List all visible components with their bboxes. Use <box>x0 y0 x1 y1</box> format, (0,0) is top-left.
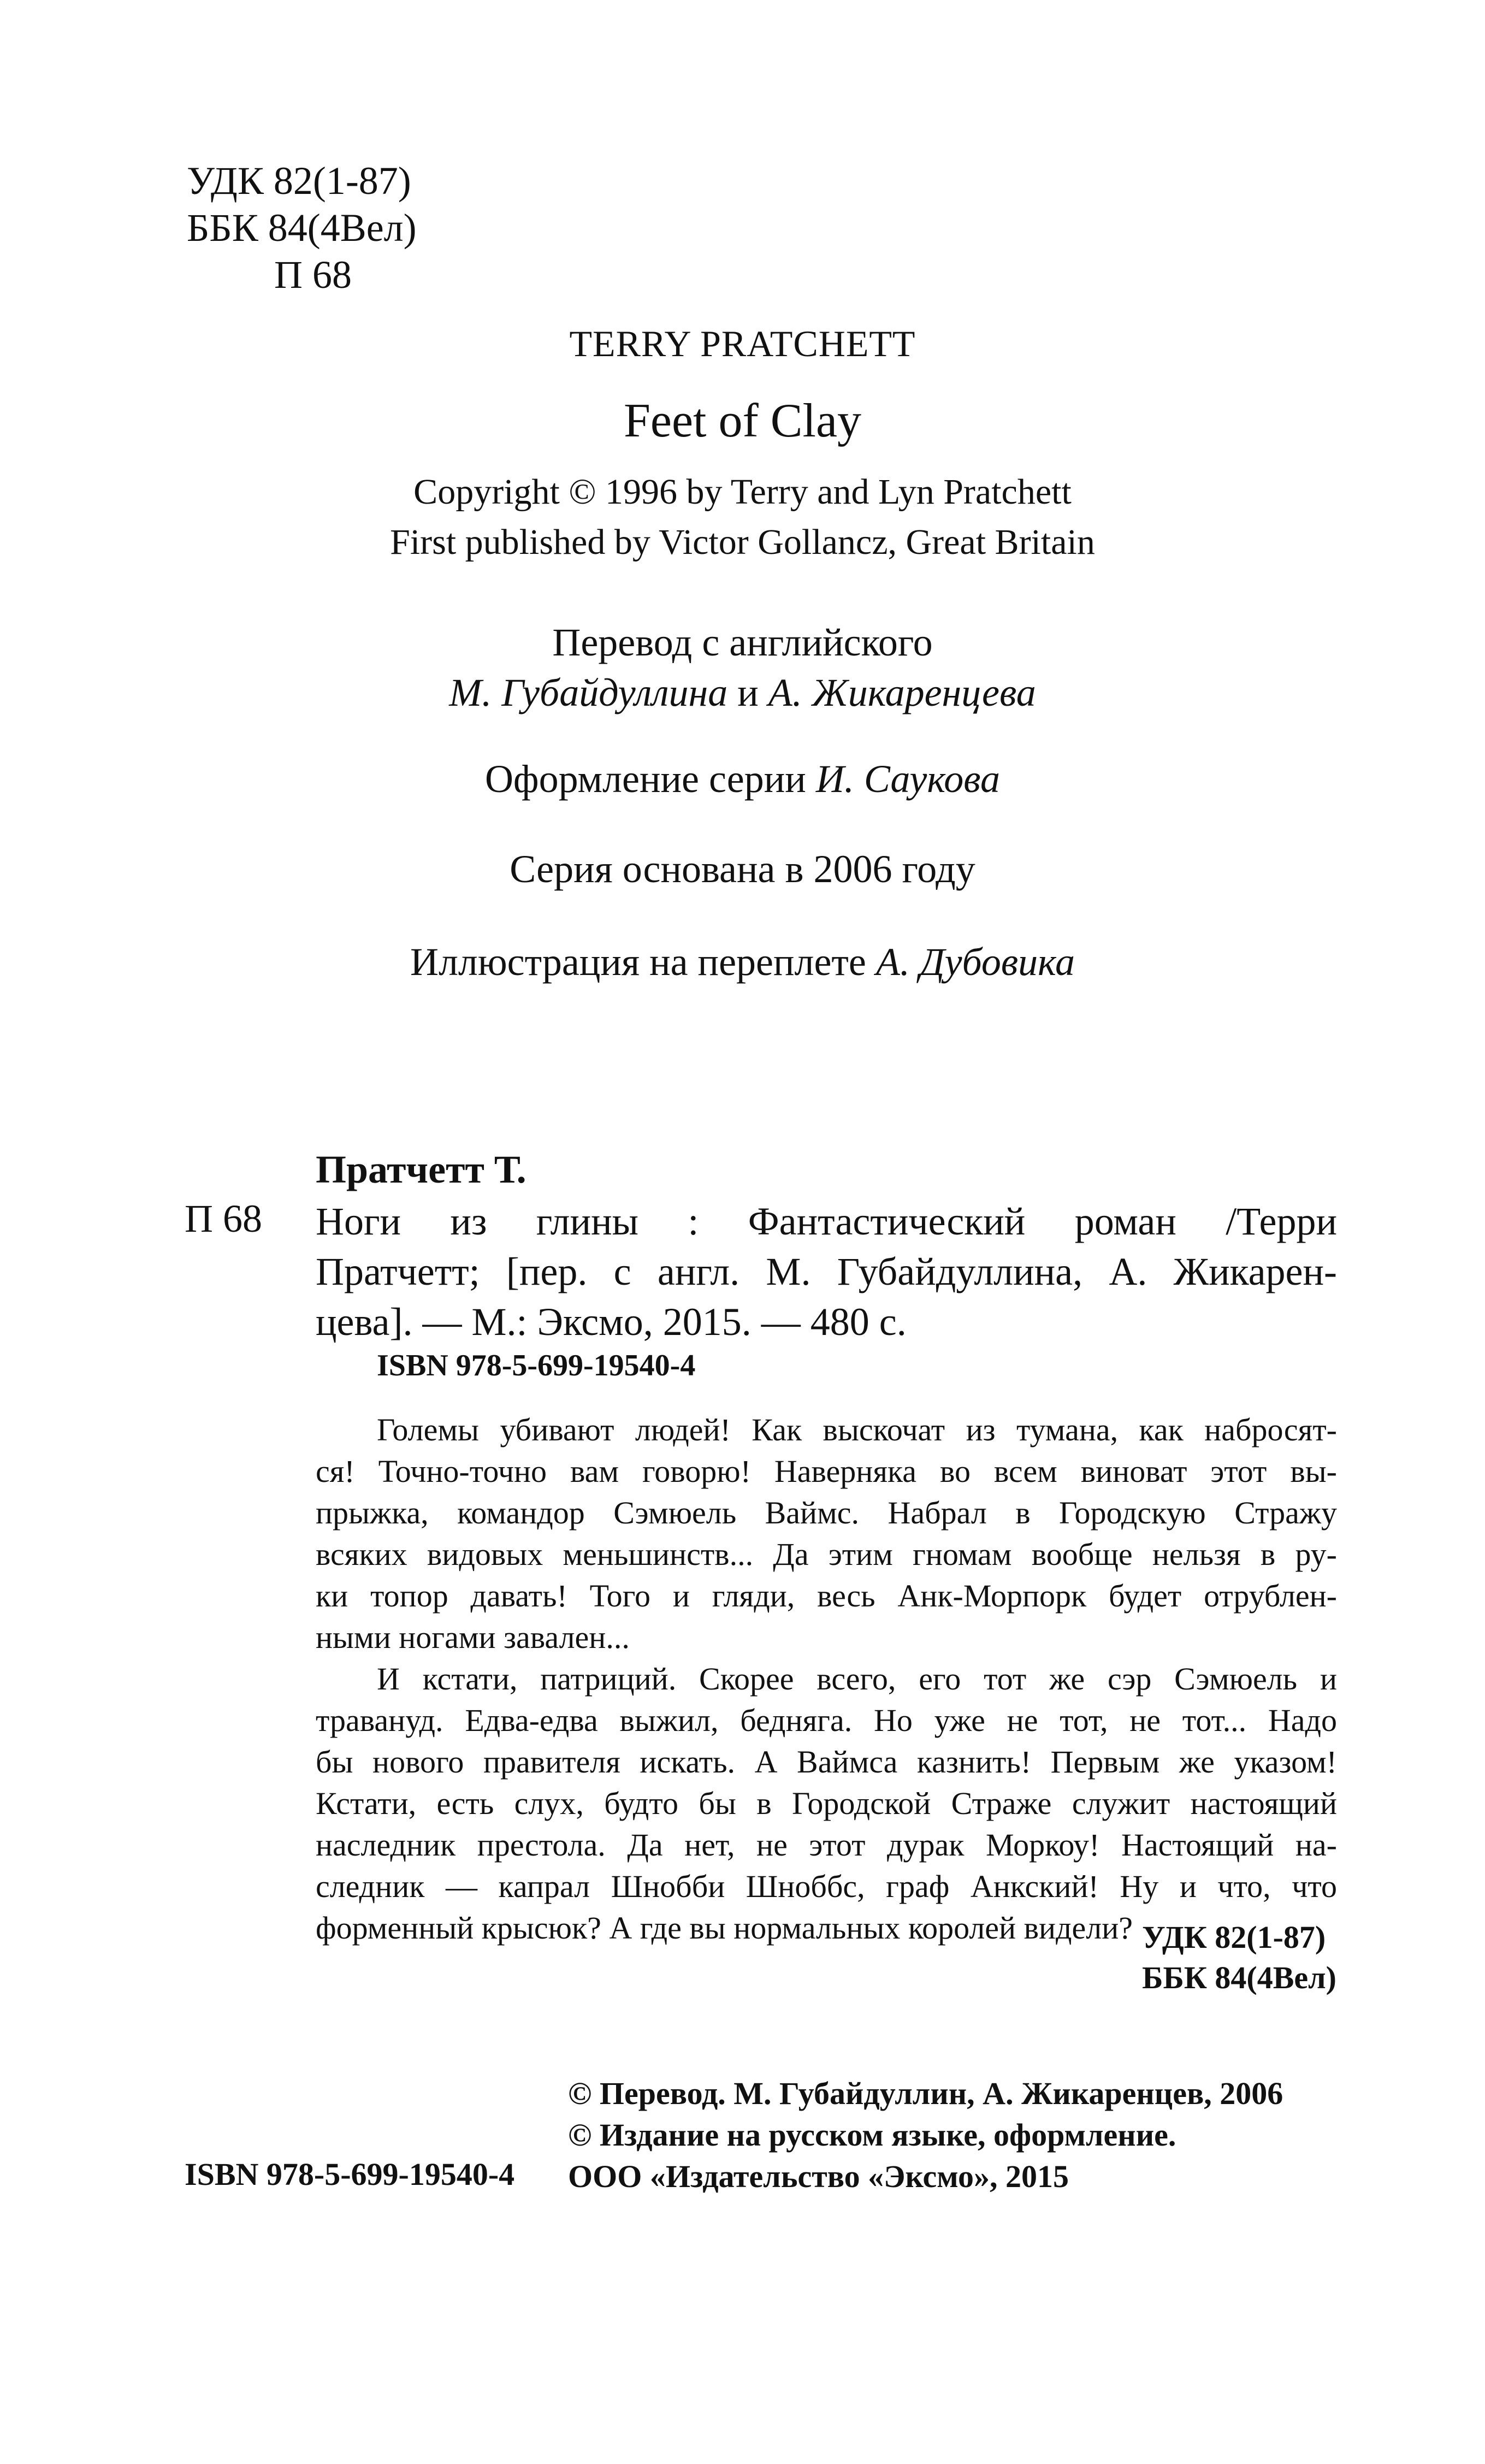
copyright-edition: © Издание на русском языке, оформление. <box>568 2117 1176 2153</box>
illustrator: А. Дубовика <box>875 940 1075 984</box>
annotation-line: прыжка, командор Сэмюель Ваймс. Набрал в Городскую Стражу <box>316 1495 1337 1531</box>
translation-label: Перевод с английского <box>552 621 933 664</box>
copyright-publisher: ООО «Издательство «Эксмо», 2015 <box>568 2159 1069 2194</box>
classification-codes-bottom <box>1142 1917 1336 1998</box>
annotation-line: ся! Точно-точно вам говорю! Наверняка во всем виноват этот вы- <box>316 1453 1337 1489</box>
original-author: TERRY PRATCHETT <box>569 323 916 364</box>
series-founded: Серия основана в 2006 году <box>510 847 975 891</box>
series-design-credit <box>0 757 1485 802</box>
annotation-line: всяких видовых меньшинств... Да этим гномам вообще нельзя в ру- <box>316 1537 1337 1572</box>
translators <box>0 667 1485 718</box>
annotation-line: ными ногами завален... <box>316 1620 630 1655</box>
bbk-code-bottom: ББК 84(4Вел) <box>1142 1960 1336 1995</box>
catalog-line: цева]. — М.: Эксмо, 2015. — 480 с. <box>316 1300 907 1344</box>
copyright-line: Copyright © 1996 by Terry and Lyn Pratchett <box>413 472 1072 512</box>
bbk-code: ББК 84(4Вел) <box>187 206 417 250</box>
annotation-line: травануд. Едва-едва выжил, бедняга. Но уже не тот, не тот... Надо <box>316 1703 1337 1738</box>
published-line: First published by Victor Gollancz, Great Britain <box>390 522 1095 562</box>
translator-1: М. Губайдуллина <box>449 671 728 714</box>
annotation-line: следник — капрал Шнобби Шноббс, граф Анкский! Ну и что, что <box>316 1869 1337 1904</box>
annotation <box>316 1409 1337 1949</box>
catalog-line: Ноги из глины : Фантастический роман /Терри <box>316 1199 1337 1243</box>
russian-copyrights <box>568 2073 1283 2197</box>
udk-code-bottom: УДК 82(1-87) <box>1142 1919 1326 1955</box>
copyright-translation: © Перевод. М. Губайдуллин, А. Жикаренцев, 2006 <box>568 2076 1283 2111</box>
annotation-line: форменный крысюк? А где вы нормальных королей видели? <box>316 1910 1133 1946</box>
catalog-card-author: Пратчетт Т. <box>316 1148 526 1191</box>
illustration-credit <box>0 939 1485 985</box>
catalog-card-code: П 68 <box>185 1197 262 1240</box>
catalog-card-description <box>316 1196 1337 1347</box>
annotation-line: Кстати, есть слух, будто бы в Городской Страже служит настоящий <box>316 1786 1337 1821</box>
design-label: Оформление серии <box>484 757 806 801</box>
annotation-line: наследник престола. Да нет, не этот дурак Моркоу! Настоящий на- <box>316 1827 1337 1863</box>
catalog-line: Пратчетт; [пер. с англ. М. Губайдуллина, А. Жикарен- <box>316 1250 1337 1293</box>
original-copyright <box>0 467 1485 568</box>
catalog-card-isbn: ISBN 978-5-699-19540-4 <box>377 1349 696 1382</box>
annotation-line: И кстати, патриций. Скорее всего, его тот же сэр Сэмюель и <box>377 1661 1337 1697</box>
udk-code: УДК 82(1-87) <box>187 159 411 203</box>
annotation-line: бы нового правителя искать. А Ваймса казнить! Первым же указом! <box>316 1744 1337 1780</box>
annotation-line: ки топор давать! Того и гляди, весь Анк-Морпорк будет отрублен- <box>316 1578 1337 1614</box>
designer: И. Саукова <box>815 757 1001 801</box>
translation-credit <box>0 617 1485 718</box>
original-title: Feet of Clay <box>623 394 861 447</box>
conjunction: и <box>737 671 759 714</box>
translator-2: А. Жикаренцева <box>768 671 1036 714</box>
annotation-line: Големы убивают людей! Как выскочат из тумана, как набросят- <box>377 1412 1337 1447</box>
author-code: П 68 <box>274 253 352 297</box>
classification-codes-top <box>187 157 417 298</box>
illustration-label: Иллюстрация на переплете <box>410 940 866 984</box>
isbn-bottom: ISBN 978-5-699-19540-4 <box>185 2156 515 2192</box>
